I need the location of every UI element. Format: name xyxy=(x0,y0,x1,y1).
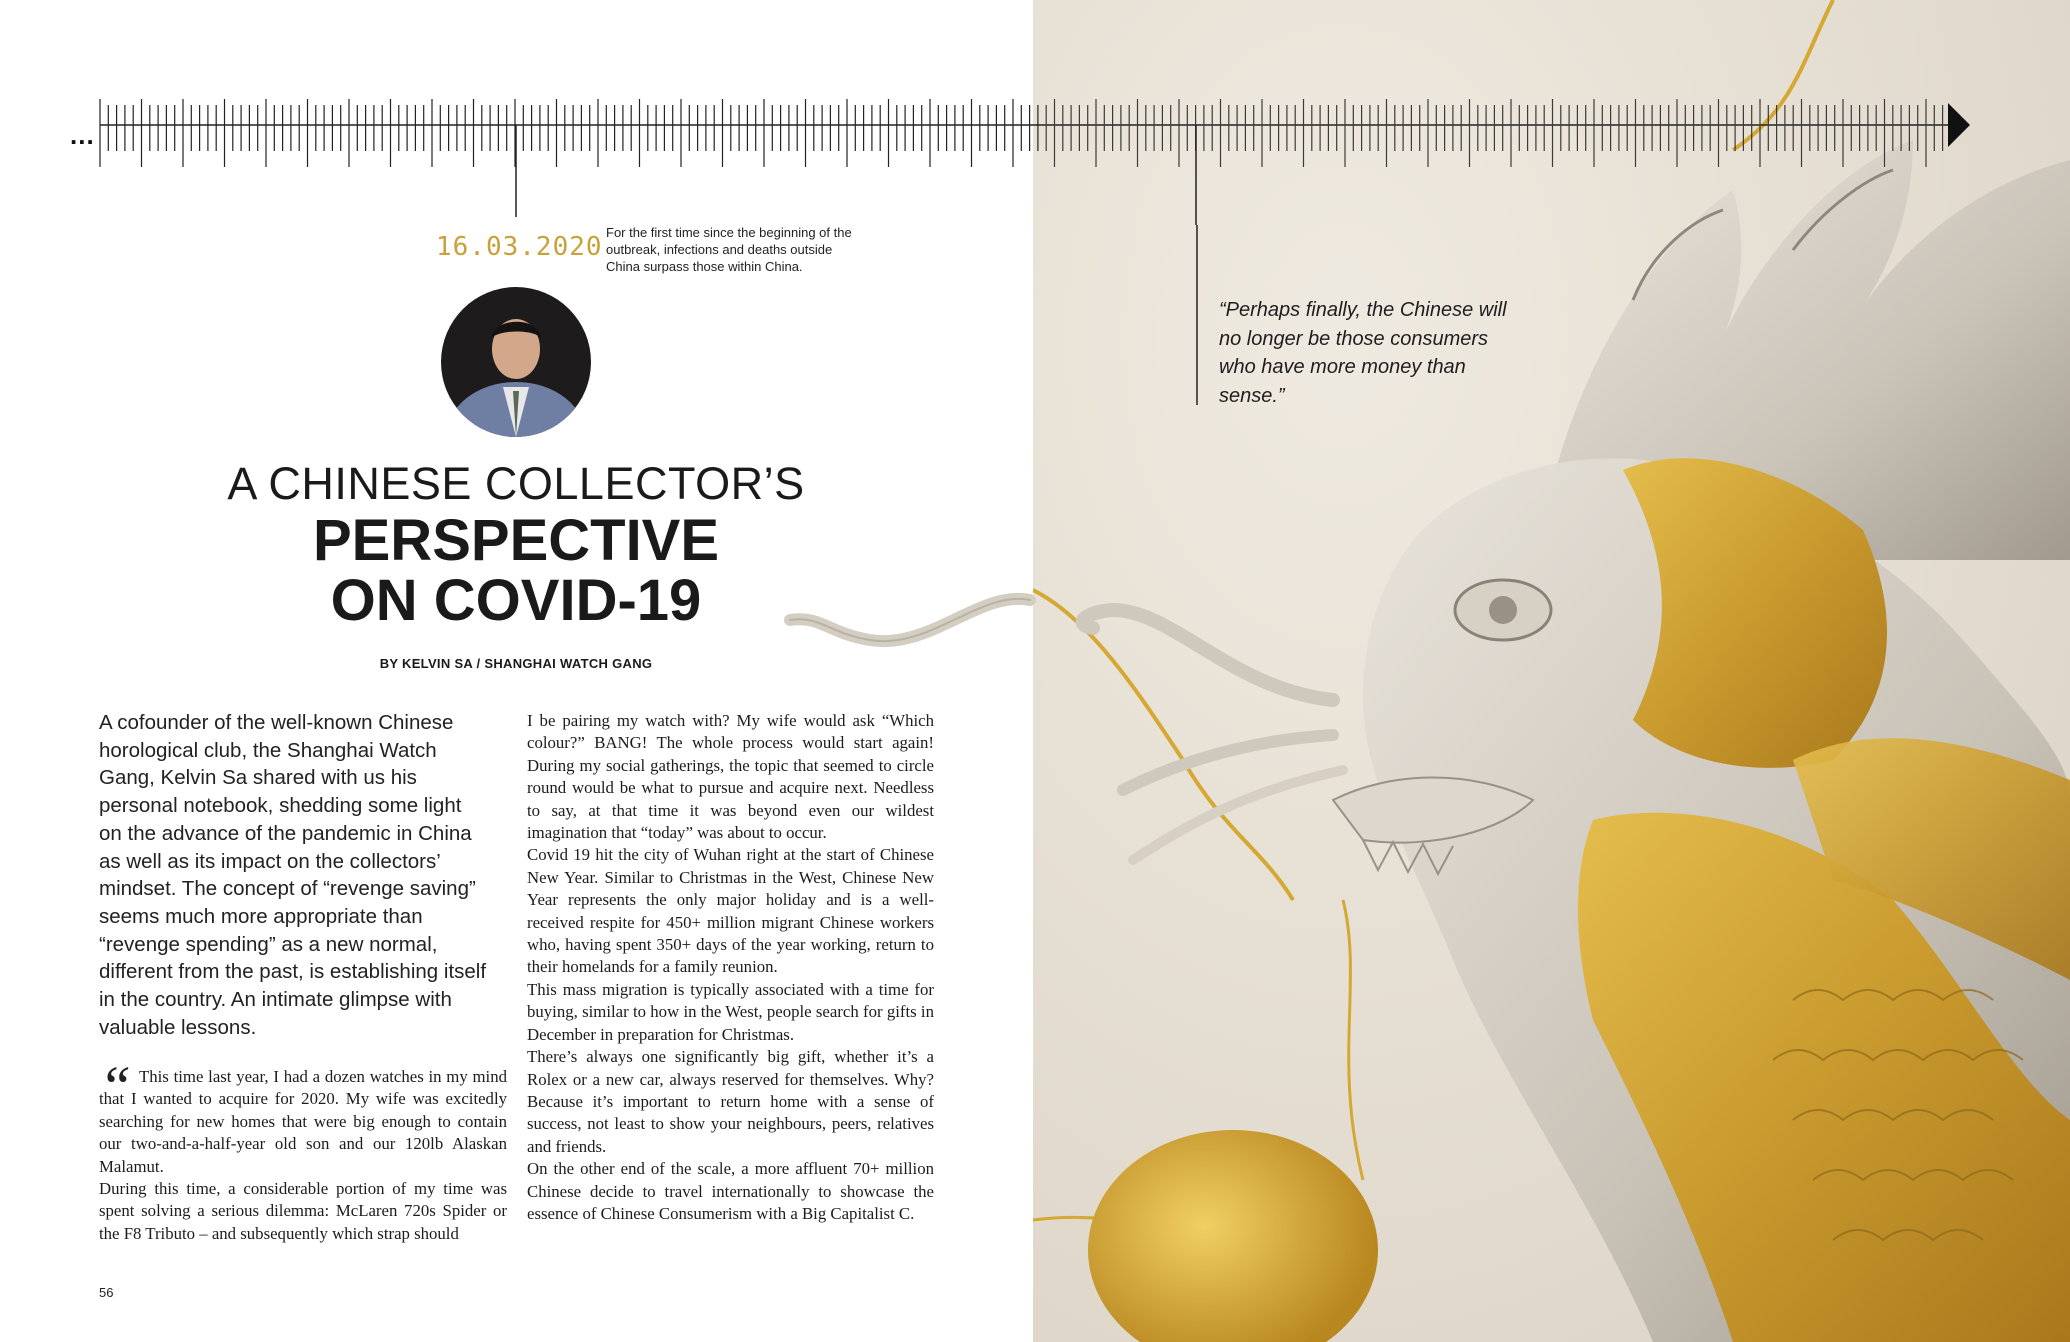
author-avatar xyxy=(441,287,591,437)
byline: BY KELVIN SA / SHANGHAI WATCH GANG xyxy=(379,656,653,671)
body-column-2 xyxy=(527,710,934,1225)
body-column-1 xyxy=(99,1066,507,1245)
timeline-ellipsis: ... xyxy=(70,120,95,150)
headline-line-2: PERSPECTIVE xyxy=(312,508,720,573)
quote-pointer-extension xyxy=(1196,225,1200,405)
lead-paragraph: A cofounder of the well-known Chinese horological club, the Shanghai Watch Gang, Kelvin Sa shared with us his personal notebook, shedding some light on the advance of the pandemic in China as well as its impact on the collectors’ mindset. The concept of “revenge saving” seems much more appropriate than “revenge spending” as a new normal, different from the past, is establishing itself in the country. An intimate glimpse with valuable lessons. xyxy=(99,711,487,1039)
headline-line-1: A CHINESE COLLECTOR’S xyxy=(227,458,805,509)
timeline-ruler xyxy=(0,95,2070,225)
body-paragraph: This mass migration is typically associated with a time for buying, similar to how in the West, people search for gifts in December in preparation for Christmas. xyxy=(527,979,934,1044)
author-portrait-icon xyxy=(441,287,591,437)
body-paragraph: This time last year, I had a dozen watches in my mind that I wanted to acquire for 2020. My wife was excitedly searching for new homes that were big enough to contain our two-and-a-half-year old son and our 120lb Alaskan Malamut. xyxy=(99,1067,507,1176)
headline-line-3: ON COVID-19 xyxy=(330,568,702,633)
timeline-date-note: For the first time since the beginning of the outbreak, infections and deaths outside China surpass those within China. xyxy=(606,225,852,274)
body-paragraph: I be pairing my watch with? My wife would ask “Which colour?” BANG! The whole process would start again! During my social gatherings, the topic that seemed to circle round would be what to pursue and acquire next. Needless to say, at that time it was beyond even our wildest imagination that “today” was about to occur. xyxy=(527,711,934,843)
timeline-arrow-icon xyxy=(1948,103,1970,147)
body-paragraph: There’s always one significantly big gift, whether it’s a Rolex or a new car, always reserved for themselves. Why? Because it’s important to return home with a sense of success, not least to show your neighbours, peers, relatives and friends. xyxy=(527,1047,934,1156)
timeline-date: 16.03.2020 xyxy=(436,232,603,262)
body-paragraph: Covid 19 hit the city of Wuhan right at the start of Chinese New Year. Similar to Christmas in the West, Chinese New Year represents the only major holiday and is a well-received respite for 450+ million migrant Chinese workers who, having spent 350+ days of the year working, return to their homelands for a family reunion. xyxy=(527,845,934,977)
pull-quote: “Perhaps finally, the Chinese will no longer be those consumers who have more money than sense.” xyxy=(1219,299,1507,407)
page-number: 56 xyxy=(99,1285,114,1300)
opening-quote-mark: “ xyxy=(99,1054,132,1119)
body-paragraph: On the other end of the scale, a more affluent 70+ million Chinese decide to travel internationally to showcase the essence of Chinese Consumerism with a Big Capitalist C. xyxy=(527,1159,934,1223)
body-paragraph: During this time, a considerable portion of my time was spent solving a serious dilemma: McLaren 720s Spider or the F8 Tributo – and subsequently which strap should xyxy=(99,1179,507,1243)
